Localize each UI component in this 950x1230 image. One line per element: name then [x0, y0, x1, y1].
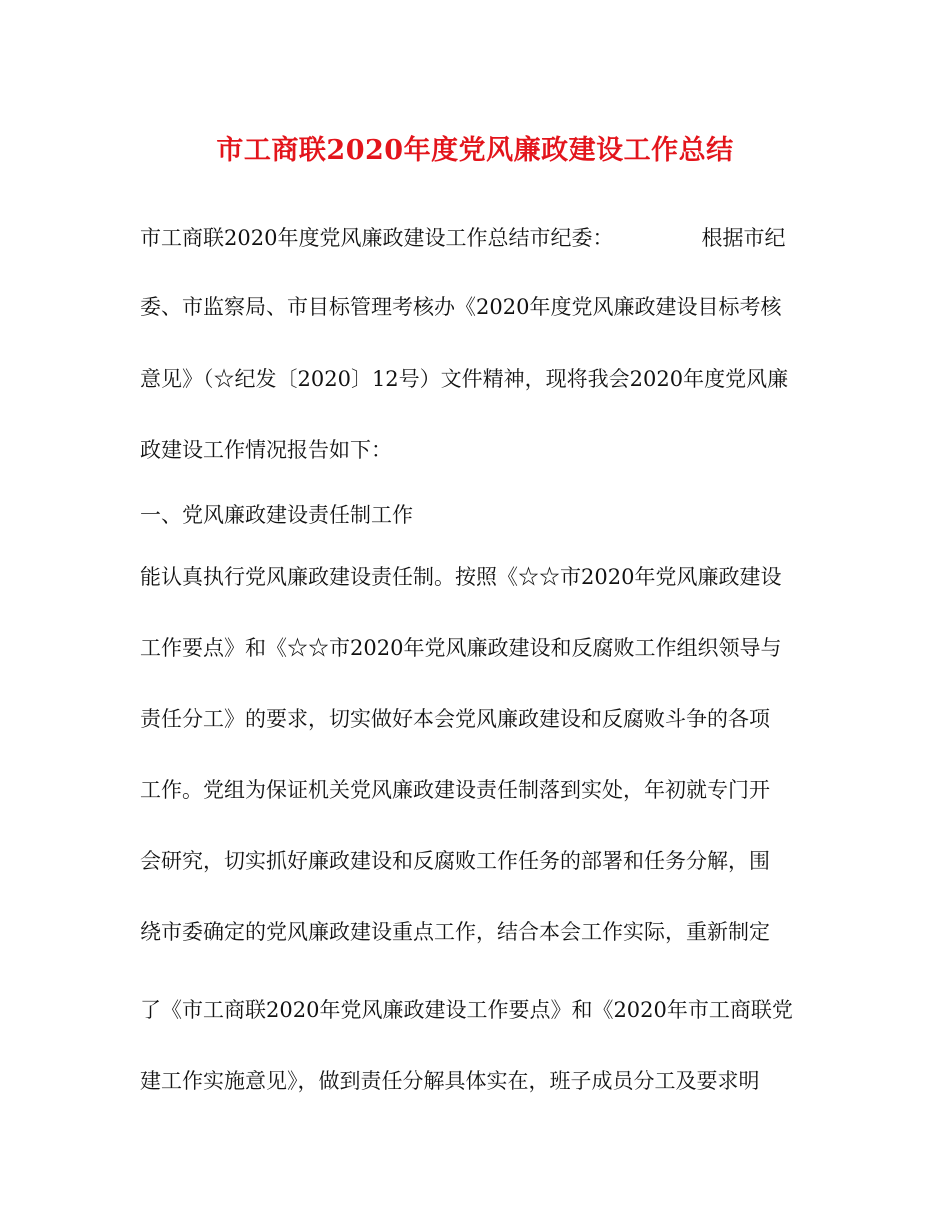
paragraph-line-7: 工作要点》和《☆☆市2020年党风廉政建设和反腐败工作组织领导与	[140, 636, 782, 660]
paragraph-line-13: 建工作实施意见》，做到责任分解具体实在，班子成员分工及要求明	[140, 1069, 760, 1093]
paragraph-line-6: 能认真执行党风廉政建设责任制。按照《☆☆市2020年党风廉政建设	[140, 565, 782, 589]
paragraph-line-4: 政建设工作情况报告如下：	[140, 438, 392, 462]
paragraph-line-2: 委、市监察局、市目标管理考核办《2020年度党风廉政建设目标考核	[140, 295, 782, 319]
document-title: 市工商联2020年度党风廉政建设工作总结	[216, 135, 734, 166]
paragraph-line-11: 绕市委确定的党风廉政建设重点工作，结合本会工作实际，重新制定	[140, 920, 770, 944]
paragraph-line-9: 工作。党组为保证机关党风廉政建设责任制落到实处，年初就专门开	[140, 778, 770, 802]
paragraph-line-10: 会研究，切实抓好廉政建设和反腐败工作任务的部署和任务分解，围	[140, 849, 770, 873]
paragraph-line-8: 责任分工》的要求，切实做好本会党风廉政建设和反腐败斗争的各项	[140, 707, 770, 731]
intro-text-continued: 根据市纪	[701, 226, 786, 250]
paragraph-line-1	[140, 223, 785, 253]
paragraph-line-12: 了《市工商联2020年党风廉政建设工作要点》和《2020年市工商联党	[140, 998, 793, 1022]
paragraph-line-3: 意见》（☆纪发〔2020〕12号）文件精神，现将我会2020年度党风廉	[140, 367, 789, 391]
section-heading: 一、党风廉政建设责任制工作	[140, 503, 413, 527]
intro-text: 市工商联2020年度党风廉政建设工作总结市纪委：	[140, 226, 614, 250]
